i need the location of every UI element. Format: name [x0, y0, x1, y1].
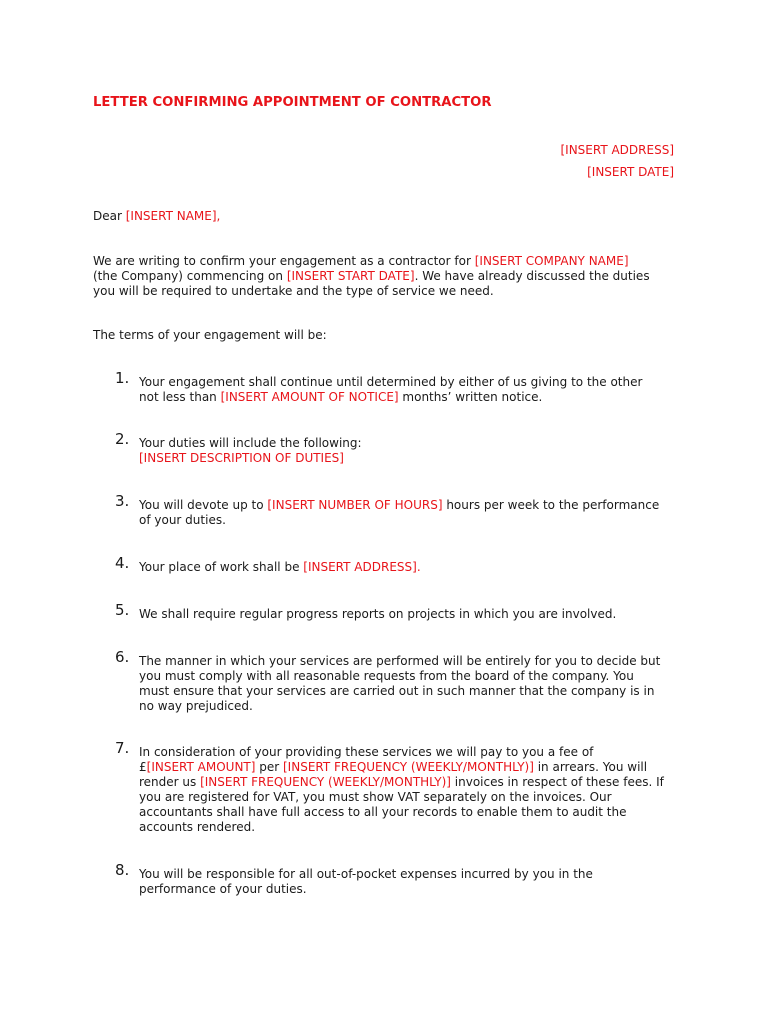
item-line: The manner in which your services are performed will be entirely for you to decide but — [139, 654, 661, 668]
hours-placeholder: [INSERT NUMBER OF HOURS] — [267, 498, 443, 512]
frequency-placeholder: [INSERT FREQUENCY (WEEKLY/MONTHLY)] — [200, 775, 451, 789]
recipient-address: [INSERT ADDRESS] — [560, 143, 674, 157]
item-line: you are registered for VAT, you must show VAT separately on the invoices. Our — [139, 790, 612, 804]
work-address-placeholder: [INSERT ADDRESS]. — [303, 560, 421, 574]
company-name-placeholder: [INSERT COMPANY NAME] — [474, 254, 629, 268]
item-line: You will be responsible for all out-of-pocket expenses incurred by you in the — [139, 867, 593, 881]
item-line: no way prejudiced. — [139, 699, 253, 713]
item-text — [139, 375, 642, 405]
notice-placeholder: [INSERT AMOUNT OF NOTICE] — [220, 390, 399, 404]
document-title: LETTER CONFIRMING APPOINTMENT OF CONTRACTOR — [93, 95, 492, 110]
letter-date: [INSERT DATE] — [587, 165, 674, 179]
item-number: 8. — [115, 861, 130, 879]
item-line: of your duties. — [139, 513, 226, 527]
item-line: not less than — [139, 390, 221, 404]
item-number: 2. — [115, 430, 130, 448]
intro-text: you will be required to undertake and the type of service we need. — [93, 284, 494, 298]
item-number: 5. — [115, 601, 130, 619]
salutation-name: [INSERT NAME], — [125, 209, 221, 223]
salutation — [93, 209, 683, 224]
item-line: You will devote up to — [139, 498, 268, 512]
item-line: in arrears. You will — [533, 760, 648, 774]
item-line: We shall require regular progress reports on projects in which you are involved. — [139, 607, 617, 621]
amount-placeholder: [INSERT AMOUNT] — [146, 760, 256, 774]
item-text — [139, 498, 659, 528]
item-line: months’ written notice. — [398, 390, 543, 404]
intro-text: We are writing to confirm your engagement as a contractor for — [93, 254, 475, 268]
duties-placeholder: [INSERT DESCRIPTION OF DUTIES] — [139, 451, 344, 465]
item-line: accountants shall have full access to all your records to enable them to audit the — [139, 805, 627, 819]
item-text — [139, 436, 362, 466]
item-line: invoices in respect of these fees. If — [450, 775, 664, 789]
item-number: 3. — [115, 492, 130, 510]
item-line: Your duties will include the following: — [139, 436, 362, 450]
item-line: accounts rendered. — [139, 820, 256, 834]
item-line: per — [255, 760, 283, 774]
item-number: 6. — [115, 648, 130, 666]
item-line: you must comply with all reasonable requests from the board of the company. You — [139, 669, 634, 683]
item-text — [139, 867, 593, 897]
item-line: Your place of work shall be — [139, 560, 304, 574]
item-line: must ensure that your services are carried out in such manner that the company is in — [139, 684, 655, 698]
item-line: Your engagement shall continue until determined by either of us giving to the other — [139, 375, 643, 389]
item-line: hours per week to the performance — [442, 498, 660, 512]
item-number: 7. — [115, 739, 130, 757]
item-text — [139, 745, 664, 835]
item-number: 4. — [115, 554, 130, 572]
item-line: £ — [139, 760, 147, 774]
item-number: 1. — [115, 369, 130, 387]
start-date-placeholder: [INSERT START DATE] — [286, 269, 415, 283]
terms-heading: The terms of your engagement will be: — [93, 328, 327, 342]
frequency-placeholder: [INSERT FREQUENCY (WEEKLY/MONTHLY)] — [283, 760, 534, 774]
item-text — [139, 607, 616, 622]
item-line: performance of your duties. — [139, 882, 307, 896]
item-text — [139, 560, 421, 575]
item-line: render us — [139, 775, 201, 789]
item-line: In consideration of your providing these services we will pay to you a fee of — [139, 745, 594, 759]
intro-text: (the Company) commencing on — [93, 269, 287, 283]
item-text — [139, 654, 660, 714]
salutation-dear: Dear — [93, 209, 126, 223]
intro-paragraph — [93, 254, 683, 299]
intro-text: . We have already discussed the duties — [414, 269, 650, 283]
